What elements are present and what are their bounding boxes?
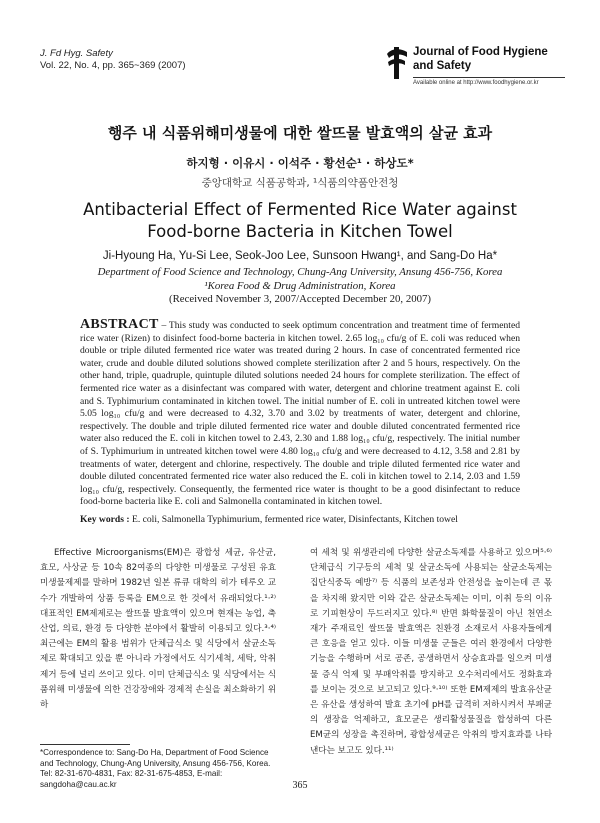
journal-logo-icon (385, 46, 409, 80)
journal-abbrev: J. Fd Hyg. Safety (40, 48, 113, 59)
korean-title: 행주 내 식품위해미생물에 대한 쌀뜨물 발효액의 살균 효과 (107, 124, 493, 142)
journal-online-url: Available online at http://www.foodhygiene.or.kr (413, 80, 539, 86)
abstract-text: – This study was conducted to seek optimum concentration and treatment time of fermented rice water (Rizen) to disinfect food-borne bacteria in kitchen towel. 2.65 log₁₀ cfu/g of E. coli was reduced when double or triple diluted fermented rice water was treated during 2 hours. In case of concentrated fermented rice water, crude and double diluted solutions showed complete sterilization after 2 and 5 hours, respectively. On the other hand, triple, quadruple, quintuple diluted solutions needed 24 hours for complete sterilization. The effect of fermented rice water as a disinfectant was compared with water, detergent and chlorine treatment against E. coli and S. Typhimurium contaminated in kitchen towel. The initial number of E. coli in untreated kitchen towel were 5.05 log₁₀ cfu/g and were decreased to 4.32, 3.70 and 3.02 by treatments of water, detergent and chlorine, respectively. The double and triple diluted fermented rice water and double diluted concentrated fermented rice water also reduced the E. coli in kitchen towel to 2.43, 2.30 and 1.88 log₁₀ cfu/g, respectively. The initial number of S. Typhimurium in untreated kitchen towel were 4.80 log₁₀ cfu/g and were decreased to 4.12, 3.58 and 2.81 by treatments of water, detergent and chlorine, respectively. The double and triple diluted fermented rice water and double diluted concentrated fermented rice water also reduced the E. coli in kitchen towel to 2.14, 2.03 and 1.59 log₁₀ cfu/g, respectively. Consequently, the fermented rice water is thought to be a good disinfectant to reduce food-borne bacteria like E. coli and Salmonella contaminated in kitchen towel. (80, 320, 520, 508)
footnote-divider (40, 744, 130, 745)
keywords (80, 514, 520, 525)
english-title-line1: Antibacterial Effect of Fermented Rice Water against (83, 200, 517, 219)
journal-issue: Vol. 22, No. 4, pp. 365~369 (2007) (40, 60, 186, 71)
korean-authors: 하지형 · 이유시 · 이석주 · 황선순¹ · 하상도* (186, 156, 414, 170)
journal-logo-title: Journal of Food Hygiene (413, 46, 548, 58)
journal-citation (40, 48, 186, 72)
correspondence-footnote: *Correspondence to: Sang-Do Ha, Department of Food Science and Technology, Chung-Ang University, Ansung 456-756, Korea. Tel: 82-31-670-4831, Fax: 82-31-675-4853, E-mail: sangdoha@cau.ac.kr (40, 748, 271, 789)
english-authors: Ji-Hyoung Ha, Yu-Si Lee, Seok-Joo Lee, Sunsoon Hwang¹, and Sang-Do Ha* (102, 250, 498, 262)
received-dates: (Received November 3, 2007/Accepted December 20, 2007) (168, 293, 432, 305)
english-title (0, 199, 600, 243)
body-left-column: Effective Microorganisms(EM)은 광합성 세균, 유산균, 효모, 사상균 등 10속 82여종의 다양한 미생물로 구성된 유효미생물제제를 말하며 1982년 일본 류큐 대학의 히가 테루오 교수가 개발하여 상품 등록을 EM으로 한 것에서 유래되었다.¹·²⁾ 대표적인 EM제제로는 쌀뜨물 발효액이 있으며 현재는 농업, 축산업, 의료, 환경 등 다양한 분야에서 활발히 이용되고 있다.³·⁴⁾ 최근에는 EM의 활용 범위가 단체급식소 및 식당에서 살균소독제로 확대되고 있을 뿐 아니라 가정에서도 식기세척, 세탁, 악취제거 등에 널리 쓰이고 있다. 이미 단체급식소 및 식당에서는 식품위해 미생물에 의한 건강장애와 경제적 손실을 최소화하기 위하 (40, 548, 276, 711)
abstract (80, 319, 520, 509)
page-number: 365 (292, 780, 308, 791)
abstract-heading: ABSTRACT (80, 317, 159, 332)
affiliation-line2: ¹Korea Food & Drug Administration, Korea (204, 279, 396, 292)
journal-logo-subtitle: and Safety (413, 60, 472, 72)
korean-affiliation: 중앙대학교 식품공학과, ¹식품의약품안전청 (201, 177, 399, 189)
body-right-column: 여 세척 및 위생관리에 다양한 살균소독제를 사용하고 있으며⁵·⁶⁾ 단체급식 기구등의 세척 및 살균소독에 사용되는 살균소독제는 집단식중독 예방⁷⁾ 등 식품의 보존성과 안전성을 높이는데 큰 몫을 차지해 왔지만 이와 같은 살균소독제는 이미, 이취 등의 이유로 기피현상이 두드러지고 있다.⁸⁾ 반면 화학물질이 아닌 천연소재가 주재료인 쌀뜨물 발효액은 친환경 소재로서 사용자들에게 큰 호응을 얻고 있다. 이들 미생물 군들은 여러 환경에서 다양한 기능을 수행하며 서로 공존, 공생하면서 상승효과를 일으켜 미생물 증식 억제 및 부패악취를 방지하고 오수처리에서도 정화효과를 보이는 것으로 보고되고 있다.⁹·¹⁰⁾ 또한 EM제제의 발효유산균은 유산을 생성하여 발효 초기에 pH를 급격히 저하시켜서 부패균의 생장을 억제하고, 효모균은 생리활성물질을 합성하여 다른 EM균의 성장을 촉진하며, 광합성세균은 악취의 방지효과를 나타낸다는 보고도 있다.¹¹⁾ (310, 548, 552, 756)
logo-divider (413, 77, 565, 78)
journal-logo (385, 46, 565, 98)
english-title-line2: Food-borne Bacteria in Kitchen Towel (147, 222, 453, 241)
keywords-heading: Key words : (80, 514, 130, 525)
affiliation-line1: Department of Food Science and Technology, Chung-Ang University, Ansung 456-756, Korea (97, 266, 503, 278)
keywords-text: E. coli, Salmonella Typhimurium, fermented rice water, Disinfectants, Kitchen towel (129, 514, 458, 525)
english-affiliation (0, 266, 600, 293)
